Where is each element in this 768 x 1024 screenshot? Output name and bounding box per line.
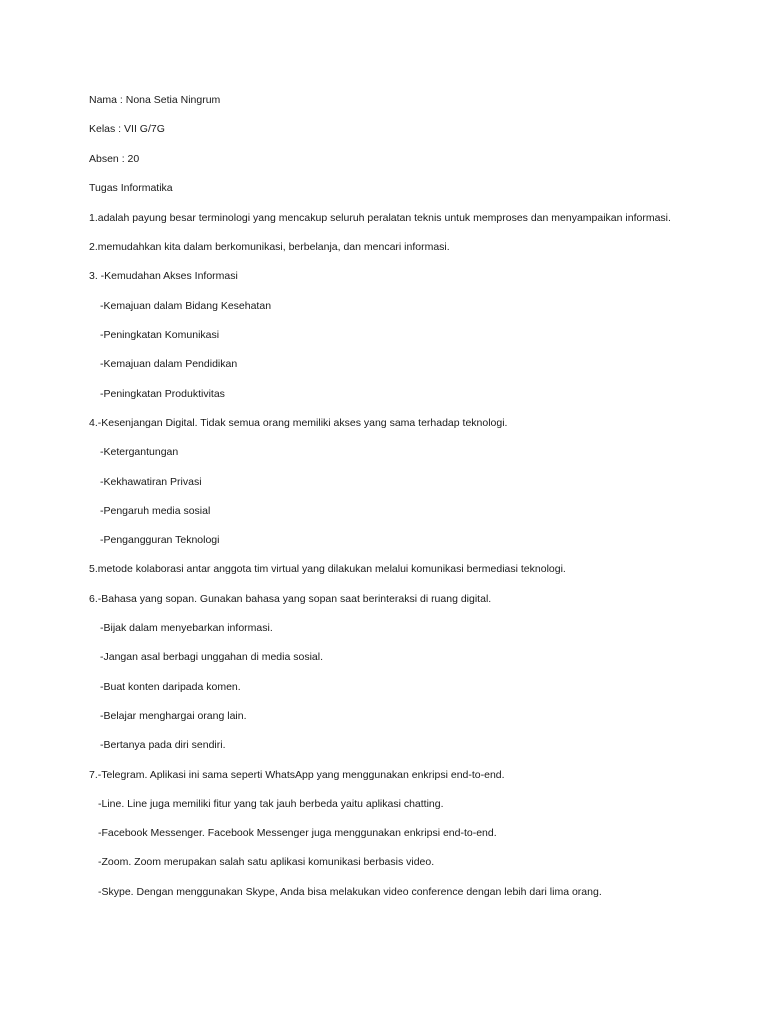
answer-3-head: 3. -Kemudahan Akses Informasi bbox=[89, 270, 238, 282]
answer-7-item: -Zoom. Zoom merupakan salah satu aplikasi komunikasi berbasis video. bbox=[98, 856, 435, 868]
answer-3-item: -Kemajuan dalam Pendidikan bbox=[100, 358, 238, 370]
answer-4-item: -Pengaruh media sosial bbox=[100, 505, 211, 517]
assignment-title: Tugas Informatika bbox=[89, 182, 173, 194]
answer-2: 2.memudahkan kita dalam berkomunikasi, berbelanja, dan mencari informasi. bbox=[89, 241, 450, 253]
answer-6-head: 6.-Bahasa yang sopan. Gunakan bahasa yang sopan saat berinteraksi di ruang digital. bbox=[89, 593, 492, 605]
answer-6-item: -Belajar menghargai orang lain. bbox=[100, 710, 247, 722]
answer-7-item: -Facebook Messenger. Facebook Messenger juga menggunakan enkripsi end-to-end. bbox=[98, 827, 497, 839]
answer-6-item: -Bijak dalam menyebarkan informasi. bbox=[100, 622, 273, 634]
answer-3-item: -Peningkatan Produktivitas bbox=[100, 388, 225, 400]
answer-1: 1.adalah payung besar terminologi yang mencakup seluruh peralatan teknis untuk memproses dan menyampaikan informasi. bbox=[89, 212, 671, 224]
answer-7-item: -Line. Line juga memiliki fitur yang tak jauh berbeda yaitu aplikasi chatting. bbox=[98, 798, 444, 810]
answer-6-item: -Jangan asal berbagi unggahan di media sosial. bbox=[100, 651, 323, 663]
answer-6-item: -Bertanya pada diri sendiri. bbox=[100, 739, 226, 751]
answer-5: 5.metode kolaborasi antar anggota tim virtual yang dilakukan melalui komunikasi bermediasi teknologi. bbox=[89, 563, 566, 575]
answer-4-item: -Pengangguran Teknologi bbox=[100, 534, 220, 546]
answer-4-item: -Kekhawatiran Privasi bbox=[100, 476, 202, 488]
answer-7-item: -Skype. Dengan menggunakan Skype, Anda bisa melakukan video conference dengan lebih dari lima orang. bbox=[98, 886, 602, 898]
student-class: Kelas : VII G/7G bbox=[89, 123, 165, 135]
answer-4-item: -Ketergantungan bbox=[100, 446, 179, 458]
answer-3-item: -Peningkatan Komunikasi bbox=[100, 329, 220, 341]
answer-6-item: -Buat konten daripada komen. bbox=[100, 681, 241, 693]
answer-4-head: 4.-Kesenjangan Digital. Tidak semua orang memiliki akses yang sama terhadap teknologi. bbox=[89, 417, 508, 429]
answer-3-item: -Kemajuan dalam Bidang Kesehatan bbox=[100, 300, 272, 312]
answer-7-head: 7.-Telegram. Aplikasi ini sama seperti WhatsApp yang menggunakan enkripsi end-to-end. bbox=[89, 769, 505, 781]
student-attendance-number: Absen : 20 bbox=[89, 153, 140, 165]
student-name: Nama : Nona Setia Ningrum bbox=[89, 94, 221, 106]
